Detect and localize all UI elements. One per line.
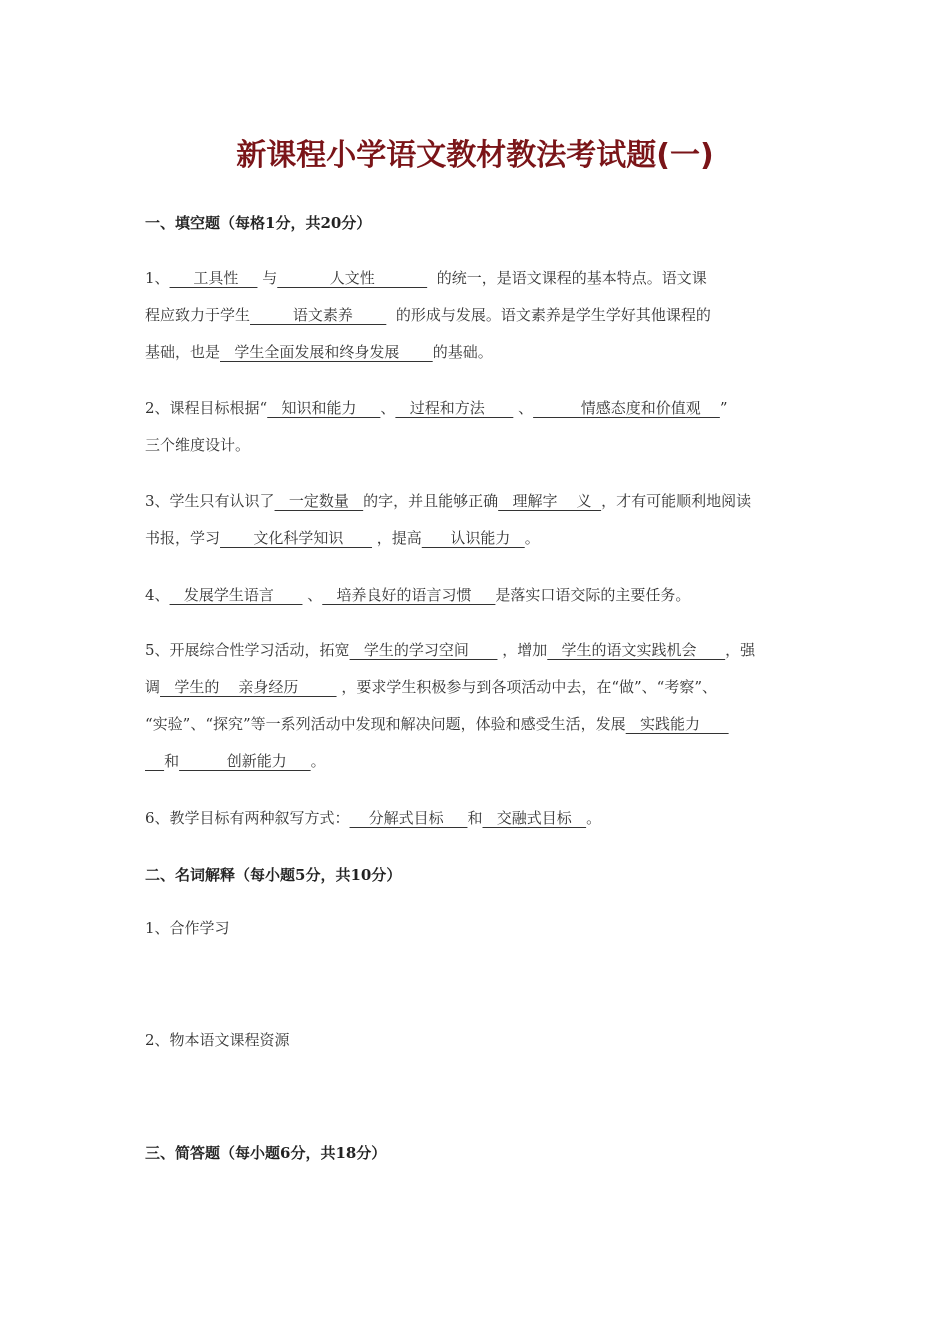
- q2-text-4: ”: [719, 399, 728, 417]
- document-title: 新课程小学语文教材教法考试题(一): [236, 138, 714, 173]
- q3-blank-3: 文化科学知识: [220, 529, 373, 547]
- q3-text-5: ，提高: [372, 529, 422, 547]
- q1-text-5: 基础，也是: [145, 343, 221, 361]
- section-heading-short-answer: 三、简答题（每小题6分，共18分）: [145, 1144, 387, 1162]
- question-5-line-4: [145, 743, 813, 780]
- q5-text-1: 5、开展综合性学习活动，拓宽: [145, 641, 350, 659]
- question-2-line-2: [145, 427, 813, 464]
- q1-text-6: 的基础。: [432, 343, 493, 361]
- definition-item-2: 2、物本语文课程资源: [145, 1031, 290, 1049]
- q5-blank-5: 创新能力: [179, 752, 311, 770]
- q3-blank-4: 认识能力: [421, 529, 525, 547]
- q5-blank-4: 实践能力: [625, 715, 729, 733]
- question-4: [145, 577, 813, 614]
- question-4-line-1: [145, 577, 813, 614]
- q2-blank-1: 知识和能力: [267, 399, 381, 417]
- q2-text-1: 2、课程目标根据“: [145, 399, 268, 417]
- q2-text-3: 、: [513, 399, 534, 417]
- q2-blank-3: 情感态度和价值观: [533, 399, 720, 417]
- question-3-line-2: [145, 520, 813, 557]
- question-1: [145, 260, 813, 371]
- q4-text-2: 是落实口语交际的主要任务。: [495, 586, 691, 604]
- q6-text-3: 。: [586, 809, 602, 827]
- question-6: [145, 800, 813, 837]
- q1-text-2: 的统一，是语文课程的基本特点。语文课: [427, 269, 707, 287]
- question-6-line-1: [145, 800, 813, 837]
- q2-text-2: 、: [380, 399, 396, 417]
- q3-text-2: 的字，并且能够正确: [363, 492, 499, 510]
- definition-item-1: 1、合作学习: [145, 919, 230, 937]
- q5-text-8: 。: [310, 752, 326, 770]
- q1-text-3: 程应致力于学生: [145, 306, 251, 324]
- question-2-line-1: [145, 390, 813, 427]
- question-3: [145, 483, 813, 557]
- q5-blank-1: 学生的学习空间: [349, 641, 498, 659]
- q1-blank-2: 人文性: [277, 269, 428, 287]
- q5-text-6: “实验”、“探究”等一系列活动中发现和解决问题，体验和感受生活，发展: [145, 715, 626, 733]
- section-heading-fill-blank: 一、填空题（每格1分，共20分）: [145, 214, 372, 232]
- q2-blank-2: 过程和方法: [395, 399, 514, 417]
- question-5-line-3: [145, 706, 813, 743]
- q5-blank-2: 学生的语文实践机会: [547, 641, 726, 659]
- q4-text-1: 、: [302, 586, 323, 604]
- q5-text-2: ，增加: [497, 641, 548, 659]
- question-1-line-1: [145, 260, 813, 297]
- q5-text-5: ，要求学生积极参与到各项活动中去，在“做”、“考察”、: [336, 678, 717, 696]
- q3-blank-1: 一定数量: [274, 492, 364, 510]
- q1-number: 1、: [145, 269, 170, 287]
- q6-text-1: 6、教学目标有两种叙写方式：: [145, 809, 350, 827]
- section-heading-definitions: 二、名词解释（每小题5分，共10分）: [145, 866, 402, 884]
- q2-text-5: 三个维度设计。: [145, 436, 251, 454]
- q6-text-2: 和: [467, 809, 483, 827]
- q5-blank-4-cont: [145, 752, 164, 770]
- q3-text-6: 。: [524, 529, 540, 547]
- question-5: [145, 632, 813, 780]
- q3-blank-2: 理解字 义: [498, 492, 602, 510]
- q4-blank-2: 培养良好的语言习惯: [322, 586, 496, 604]
- q5-text-3: ，强: [725, 641, 756, 659]
- question-2: [145, 390, 813, 464]
- q6-blank-2: 交融式目标: [482, 809, 587, 827]
- q1-text-4: 的形成与发展。语文素养是学生学好其他课程的: [386, 306, 711, 324]
- q5-text-7: 和: [164, 752, 180, 770]
- q4-blank-1: 发展学生语言: [169, 586, 303, 604]
- q3-text-4: 书报，学习: [145, 529, 221, 547]
- question-5-line-2: [145, 669, 813, 706]
- question-1-line-3: [145, 334, 813, 371]
- q1-blank-3: 语文素养: [250, 306, 387, 324]
- q3-text-3: ，才有可能顺利地阅读: [601, 492, 752, 510]
- q6-blank-1: 分解式目标: [349, 809, 468, 827]
- q4-number: 4、: [145, 586, 170, 604]
- q1-blank-1: 工具性: [169, 269, 258, 287]
- q3-text-1: 3、学生只有认识了: [145, 492, 275, 510]
- q1-blank-4: 学生全面发展和终身发展: [220, 343, 433, 361]
- question-1-line-2: [145, 297, 813, 334]
- q5-blank-3: 学生的 亲身经历: [160, 678, 337, 696]
- question-5-line-1: [145, 632, 813, 669]
- question-3-line-1: [145, 483, 813, 520]
- q1-text-1: 与: [257, 269, 278, 287]
- q5-text-4: 调: [145, 678, 161, 696]
